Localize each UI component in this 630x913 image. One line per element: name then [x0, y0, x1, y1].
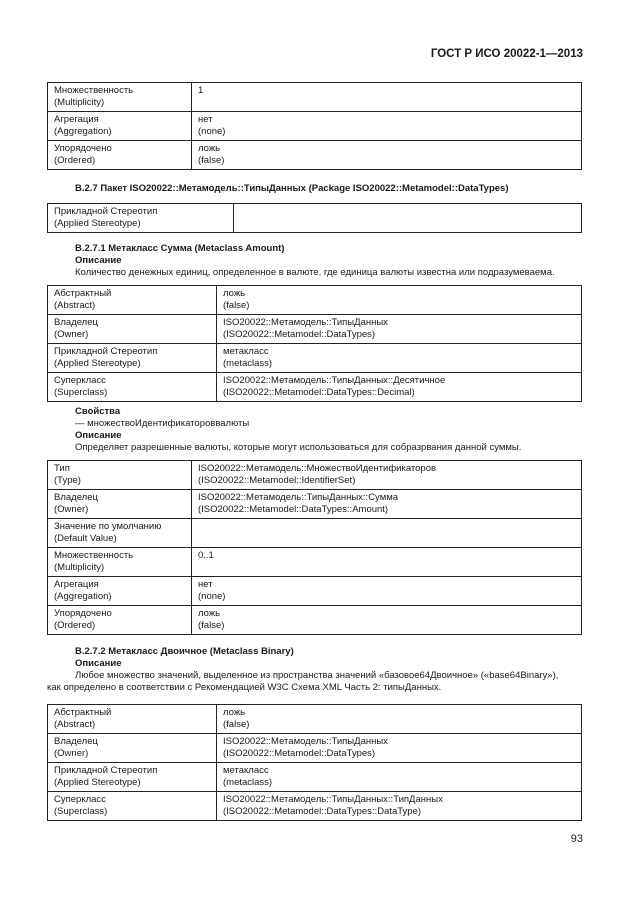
- value-secondary: (false): [223, 718, 250, 730]
- value-primary: ложь: [223, 707, 246, 718]
- row-label-cell: [48, 373, 217, 402]
- row-value-cell: [192, 490, 582, 519]
- value-secondary: (ISO20022::Metamodel::DataTypes::Decimal): [223, 386, 415, 398]
- value-secondary: (ISO20022::Metamodel::IdentifierSet): [198, 474, 356, 486]
- value-primary: метакласс: [223, 765, 269, 776]
- value-secondary: [198, 533, 575, 545]
- label-ru: Множественность: [54, 550, 134, 561]
- table-row: [48, 734, 582, 763]
- row-value-cell: [217, 373, 582, 402]
- row-value-cell: [217, 315, 582, 344]
- table-row: [48, 461, 582, 490]
- section-heading-b27: В.2.7 Пакет ISO20022::Метамодель::ТипыДанных (Package ISO20022::Metamodel::DataTypes): [75, 183, 509, 194]
- row-label-cell: [48, 705, 217, 734]
- row-label-cell: [48, 519, 192, 548]
- value-secondary: (ISO20022::Metamodel::DataTypes): [223, 328, 376, 340]
- table-row: [48, 286, 582, 315]
- row-label-cell: [48, 734, 217, 763]
- value-secondary: [198, 97, 575, 109]
- row-label-cell: [48, 141, 192, 170]
- value-primary: [198, 521, 575, 533]
- label-en: (Applied Stereotype): [54, 776, 141, 788]
- value-secondary: (ISO20022::Metamodel::DataTypes::DataType): [223, 805, 422, 817]
- label-en: (Multiplicity): [54, 561, 105, 573]
- value-secondary: (none): [198, 590, 226, 602]
- value-primary: нет: [198, 114, 213, 125]
- value-primary: нет: [198, 579, 213, 590]
- row-label-cell: [48, 763, 217, 792]
- label-en: (Ordered): [54, 619, 96, 631]
- row-value-cell: [234, 204, 582, 233]
- row-value-cell: [192, 548, 582, 577]
- row-label-cell: [48, 286, 217, 315]
- label-en: (Superclass): [54, 805, 108, 817]
- table-row: [48, 705, 582, 734]
- binary-attributes-table: [47, 704, 582, 821]
- label-en: (Abstract): [54, 718, 96, 730]
- label-en: (Abstract): [54, 299, 96, 311]
- value-primary: [240, 206, 575, 218]
- label-en: (Applied Stereotype): [54, 217, 141, 229]
- properties-heading: Свойства: [75, 406, 121, 417]
- table-row: [48, 763, 582, 792]
- row-value-cell: [192, 606, 582, 635]
- table-row: [48, 792, 582, 821]
- table-row: [48, 141, 582, 170]
- value-primary: 0..1: [198, 550, 214, 561]
- row-value-cell: [217, 286, 582, 315]
- value-secondary: [198, 562, 575, 574]
- description-heading-3: Описание: [75, 658, 122, 669]
- label-ru: Суперкласс: [54, 375, 106, 386]
- label-en: (Ordered): [54, 154, 96, 166]
- label-ru: Абстрактный: [54, 707, 112, 718]
- table-row: [48, 577, 582, 606]
- label-ru: Агрегация: [54, 579, 99, 590]
- value-primary: 1: [198, 85, 204, 96]
- value-secondary: (metaclass): [223, 776, 273, 788]
- row-label-cell: [48, 606, 192, 635]
- value-primary: метакласс: [223, 346, 269, 357]
- row-label-cell: [48, 548, 192, 577]
- row-value-cell: [192, 83, 582, 112]
- row-label-cell: [48, 112, 192, 141]
- label-ru: Агрегация: [54, 114, 99, 125]
- row-label-cell: [48, 344, 217, 373]
- value-secondary: (false): [198, 154, 225, 166]
- label-en: (Superclass): [54, 386, 108, 398]
- label-ru: Упорядочено: [54, 143, 112, 154]
- row-value-cell: [192, 112, 582, 141]
- table-row: [48, 83, 582, 112]
- label-ru: Тип: [54, 463, 70, 474]
- table-row: [48, 548, 582, 577]
- value-primary: ложь: [198, 608, 221, 619]
- label-en: (Owner): [54, 328, 89, 340]
- row-value-cell: [217, 734, 582, 763]
- value-secondary: (ISO20022::Metamodel::DataTypes::Amount): [198, 503, 389, 515]
- value-secondary: (false): [223, 299, 250, 311]
- page-number: 93: [570, 833, 583, 845]
- label-ru: Прикладной Стереотип: [54, 765, 158, 776]
- label-ru: Прикладной Стереотип: [54, 346, 158, 357]
- description-text-2: Определяет разрешенные валюты, которые могут использоваться для собразрвания данной суммы.: [75, 442, 522, 453]
- value-secondary: [240, 218, 575, 230]
- description-heading-1: Описание: [75, 255, 122, 266]
- label-en: (Aggregation): [54, 590, 112, 602]
- row-value-cell: [192, 141, 582, 170]
- properties-table-1: [47, 82, 582, 170]
- value-primary: ISO20022::Метамодель::ТипыДанных::ТипДанных: [223, 794, 443, 805]
- row-value-cell: [192, 461, 582, 490]
- value-primary: ISO20022::Метамодель::МножествоИдентификаторов: [198, 463, 437, 474]
- row-value-cell: [217, 763, 582, 792]
- table-row: [48, 344, 582, 373]
- description-heading-2: Описание: [75, 430, 122, 441]
- row-value-cell: [217, 792, 582, 821]
- value-primary: ISO20022::Метамодель::ТипыДанных::Десятичное: [223, 375, 446, 386]
- table-row: [48, 606, 582, 635]
- value-secondary: (ISO20022::Metamodel::DataTypes): [223, 747, 376, 759]
- label-en: (Aggregation): [54, 125, 112, 137]
- label-ru: Суперкласс: [54, 794, 106, 805]
- description-text-3b: как определено в соответствии с Рекомендацией W3C Схема XML Часть 2: типыДанных.: [47, 682, 442, 693]
- table-row: [48, 112, 582, 141]
- label-ru: Множественность: [54, 85, 134, 96]
- label-en: (Owner): [54, 747, 89, 759]
- label-ru: Владелец: [54, 736, 98, 747]
- value-primary: ложь: [223, 288, 246, 299]
- row-label-cell: [48, 490, 192, 519]
- label-ru: Владелец: [54, 492, 98, 503]
- description-text-1: Количество денежных единиц, определенное в валюте, где единица валюты известна или подразумеваема.: [75, 267, 555, 278]
- label-ru: Прикладной Стереотип: [54, 206, 158, 217]
- section-heading-b271: В.2.7.1 Метакласс Сумма (Metaclass Amount): [75, 243, 285, 254]
- table-row: [48, 490, 582, 519]
- table-row: [48, 373, 582, 402]
- label-ru: Владелец: [54, 317, 98, 328]
- property-item: — множествоИдентификатороввалюты: [75, 418, 250, 429]
- value-secondary: (none): [198, 125, 226, 137]
- amount-attributes-table: [47, 285, 582, 402]
- value-secondary: (false): [198, 619, 225, 631]
- table-row: [48, 315, 582, 344]
- value-primary: ложь: [198, 143, 221, 154]
- row-value-cell: [192, 577, 582, 606]
- table-row: [48, 519, 582, 548]
- label-en: (Applied Stereotype): [54, 357, 141, 369]
- row-label-cell: [48, 577, 192, 606]
- row-label-cell: [48, 204, 234, 233]
- value-primary: ISO20022::Метамодель::ТипыДанных::Сумма: [198, 492, 399, 503]
- row-label-cell: [48, 792, 217, 821]
- label-en: (Multiplicity): [54, 96, 105, 108]
- row-label-cell: [48, 83, 192, 112]
- label-ru: Абстрактный: [54, 288, 112, 299]
- value-secondary: (metaclass): [223, 357, 273, 369]
- value-primary: ISO20022::Метамодель::ТипыДанных: [223, 317, 388, 328]
- label-en: (Type): [54, 474, 81, 486]
- row-value-cell: [217, 705, 582, 734]
- section-heading-b272: В.2.7.2 Метакласс Двоичное (Metaclass Binary): [75, 646, 294, 657]
- value-primary: ISO20022::Метамодель::ТипыДанных: [223, 736, 388, 747]
- document-header: ГОСТ Р ИСО 20022-1—2013: [430, 48, 583, 60]
- row-label-cell: [48, 315, 217, 344]
- table-row: [48, 204, 582, 233]
- label-en: (Default Value): [54, 532, 117, 544]
- description-text-3a: Любое множество значений, выделенное из пространства значений «базовое64Двоичное» («base64Binary»),: [75, 670, 559, 681]
- stereotype-table: [47, 203, 582, 233]
- row-label-cell: [48, 461, 192, 490]
- property-attributes-table: [47, 460, 582, 635]
- label-ru: Значение по умолчанию: [54, 521, 162, 532]
- row-value-cell: [192, 519, 582, 548]
- label-en: (Owner): [54, 503, 89, 515]
- label-ru: Упорядочено: [54, 608, 112, 619]
- row-value-cell: [217, 344, 582, 373]
